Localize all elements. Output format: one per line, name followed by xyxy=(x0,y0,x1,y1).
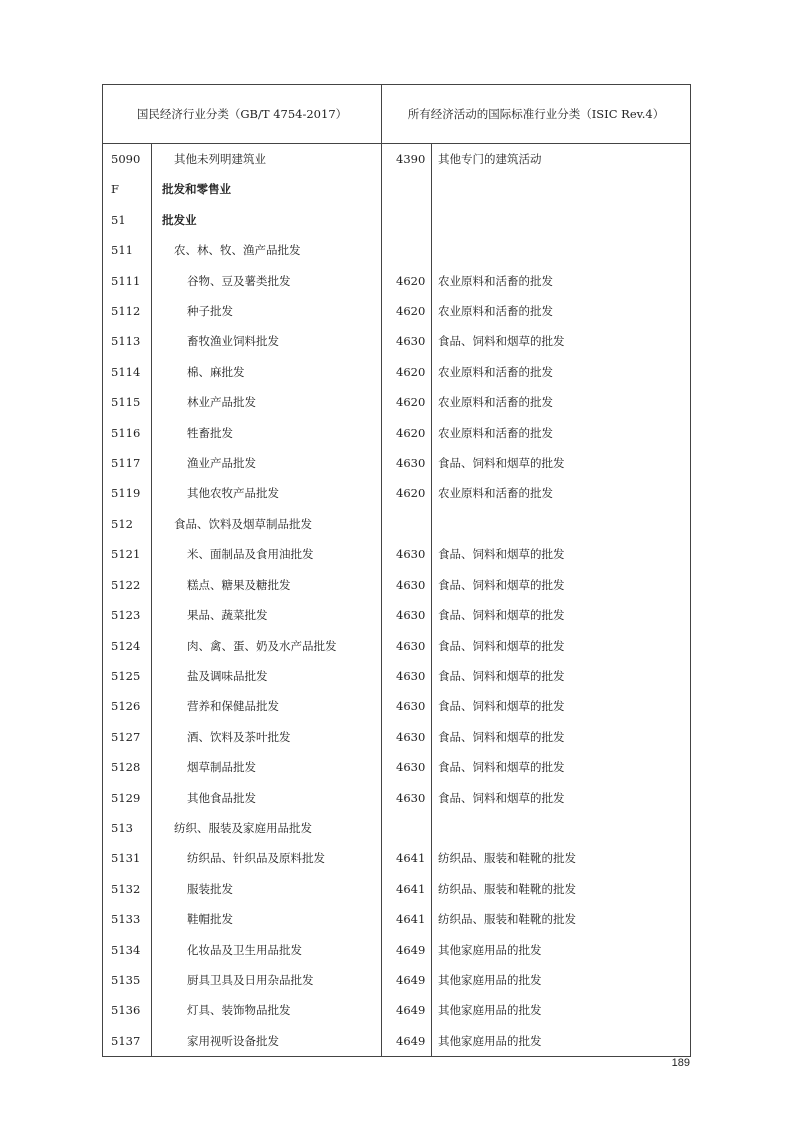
isic-code-cell: 4630 xyxy=(382,570,432,600)
gbt-code-cell: 5134 xyxy=(103,935,152,965)
gbt-description-cell xyxy=(152,144,382,175)
isic-code-cell: 4641 xyxy=(382,904,432,934)
isic-description-cell: 食品、饲料和烟草的批发 xyxy=(432,752,691,782)
isic-description-cell: 纺织品、服装和鞋靴的批发 xyxy=(432,874,691,904)
gbt-description-cell xyxy=(152,570,382,600)
isic-code-cell: 4620 xyxy=(382,296,432,326)
isic-description-cell xyxy=(432,813,691,843)
gbt-code-cell: 5125 xyxy=(103,661,152,691)
gbt-description-text: 鞋帽批发 xyxy=(187,912,233,927)
isic-code-cell: 4630 xyxy=(382,752,432,782)
gbt-description-cell xyxy=(152,965,382,995)
table-row xyxy=(103,296,691,326)
table-row xyxy=(103,1026,691,1057)
table-row xyxy=(103,357,691,387)
gbt-description-text: 果品、蔬菜批发 xyxy=(187,608,268,623)
isic-code-cell: 4630 xyxy=(382,631,432,661)
table-row xyxy=(103,813,691,843)
gbt-code-cell: 5119 xyxy=(103,478,152,508)
gbt-description-text: 谷物、豆及薯类批发 xyxy=(187,273,291,288)
isic-description-cell: 农业原料和活畜的批发 xyxy=(432,387,691,417)
gbt-code-cell: 5131 xyxy=(103,843,152,873)
gbt-description-text: 化妆品及卫生用品批发 xyxy=(187,942,302,957)
gbt-code-cell: 512 xyxy=(103,509,152,539)
gbt-description-text: 食品、饮料及烟草制品批发 xyxy=(174,516,312,531)
table-row xyxy=(103,235,691,265)
gbt-description-cell xyxy=(152,326,382,356)
isic-code-cell: 4630 xyxy=(382,326,432,356)
gbt-description-text: 批发业 xyxy=(162,212,197,227)
table-row xyxy=(103,539,691,569)
gbt-code-cell: 5135 xyxy=(103,965,152,995)
isic-code-cell xyxy=(382,205,432,235)
isic-code-cell: 4630 xyxy=(382,691,432,721)
isic-description-cell: 食品、饲料和烟草的批发 xyxy=(432,661,691,691)
table-row xyxy=(103,266,691,296)
isic-code-cell: 4630 xyxy=(382,600,432,630)
table-row xyxy=(103,600,691,630)
isic-code-cell: 4641 xyxy=(382,843,432,873)
page-number: 189 xyxy=(671,1057,690,1069)
gbt-description-cell xyxy=(152,357,382,387)
gbt-code-cell: 5132 xyxy=(103,874,152,904)
gbt-description-text: 种子批发 xyxy=(187,304,233,319)
table-row xyxy=(103,783,691,813)
gbt-description-text: 其他食品批发 xyxy=(187,790,256,805)
gbt-description-cell xyxy=(152,418,382,448)
gbt-code-cell: 5129 xyxy=(103,783,152,813)
isic-code-cell: 4630 xyxy=(382,448,432,478)
table-row xyxy=(103,205,691,235)
isic-description-cell: 纺织品、服装和鞋靴的批发 xyxy=(432,904,691,934)
gbt-description-text: 家用视听设备批发 xyxy=(187,1033,279,1048)
table-row xyxy=(103,995,691,1025)
gbt-description-cell xyxy=(152,539,382,569)
isic-code-cell: 4649 xyxy=(382,995,432,1025)
gbt-code-cell: 513 xyxy=(103,813,152,843)
classification-table xyxy=(102,84,691,1057)
gbt-code-cell: 5115 xyxy=(103,387,152,417)
table-row xyxy=(103,418,691,448)
isic-description-cell: 农业原料和活畜的批发 xyxy=(432,296,691,326)
gbt-description-text: 渔业产品批发 xyxy=(187,456,256,471)
gbt-description-text: 批发和零售业 xyxy=(162,182,231,197)
isic-description-cell: 食品、饲料和烟草的批发 xyxy=(432,631,691,661)
isic-description-cell: 食品、饲料和烟草的批发 xyxy=(432,722,691,752)
gbt-description-text: 畜牧渔业饲料批发 xyxy=(187,334,279,349)
gbt-code-cell: 511 xyxy=(103,235,152,265)
gbt-description-cell xyxy=(152,874,382,904)
isic-description-cell: 农业原料和活畜的批发 xyxy=(432,478,691,508)
isic-code-cell: 4620 xyxy=(382,387,432,417)
table-row xyxy=(103,661,691,691)
gbt-description-text: 农、林、牧、渔产品批发 xyxy=(174,243,301,258)
gbt-description-cell xyxy=(152,843,382,873)
isic-description-cell: 食品、饲料和烟草的批发 xyxy=(432,691,691,721)
gbt-description-cell xyxy=(152,752,382,782)
isic-code-cell: 4630 xyxy=(382,722,432,752)
gbt-code-cell: 5137 xyxy=(103,1026,152,1057)
table-row xyxy=(103,843,691,873)
isic-description-cell xyxy=(432,509,691,539)
gbt-description-text: 灯具、装饰物品批发 xyxy=(187,1003,291,1018)
header-gbt-title: 国民经济行业分类（GB/T 4754-2017） xyxy=(103,85,382,144)
gbt-description-cell xyxy=(152,783,382,813)
isic-code-cell: 4620 xyxy=(382,418,432,448)
gbt-code-cell: 5114 xyxy=(103,357,152,387)
gbt-description-text: 纺织品、针织品及原料批发 xyxy=(187,851,325,866)
gbt-description-text: 牲畜批发 xyxy=(187,425,233,440)
isic-code-cell: 4390 xyxy=(382,144,432,175)
gbt-code-cell: 5133 xyxy=(103,904,152,934)
isic-code-cell: 4620 xyxy=(382,266,432,296)
isic-description-cell: 食品、饲料和烟草的批发 xyxy=(432,539,691,569)
gbt-code-cell: 5090 xyxy=(103,144,152,175)
table-row xyxy=(103,570,691,600)
gbt-description-cell xyxy=(152,631,382,661)
isic-description-cell: 纺织品、服装和鞋靴的批发 xyxy=(432,843,691,873)
table-row xyxy=(103,387,691,417)
gbt-code-cell: 5111 xyxy=(103,266,152,296)
table-row xyxy=(103,722,691,752)
table-row xyxy=(103,874,691,904)
gbt-code-cell: 5124 xyxy=(103,631,152,661)
gbt-code-cell: 5117 xyxy=(103,448,152,478)
gbt-description-cell xyxy=(152,174,382,204)
gbt-code-cell: 5121 xyxy=(103,539,152,569)
gbt-description-text: 米、面制品及食用油批发 xyxy=(187,547,314,562)
gbt-description-text: 厨具卫具及日用杂品批发 xyxy=(187,972,314,987)
isic-code-cell: 4630 xyxy=(382,539,432,569)
table-row xyxy=(103,691,691,721)
isic-description-cell: 农业原料和活畜的批发 xyxy=(432,357,691,387)
table-row xyxy=(103,448,691,478)
header-isic-title: 所有经济活动的国际标准行业分类（ISIC Rev.4） xyxy=(382,85,691,144)
table-row xyxy=(103,174,691,204)
table-row xyxy=(103,509,691,539)
table-header-row xyxy=(103,85,691,144)
isic-description-cell xyxy=(432,235,691,265)
gbt-description-cell xyxy=(152,296,382,326)
isic-code-cell xyxy=(382,813,432,843)
isic-description-cell: 食品、饲料和烟草的批发 xyxy=(432,600,691,630)
gbt-description-text: 肉、禽、蛋、奶及水产品批发 xyxy=(187,638,337,653)
gbt-description-cell xyxy=(152,509,382,539)
gbt-description-cell xyxy=(152,266,382,296)
gbt-description-text: 盐及调味品批发 xyxy=(187,668,268,683)
isic-code-cell: 4649 xyxy=(382,965,432,995)
gbt-description-cell xyxy=(152,1026,382,1057)
gbt-code-cell: 5127 xyxy=(103,722,152,752)
gbt-code-cell: F xyxy=(103,174,152,204)
isic-code-cell xyxy=(382,509,432,539)
isic-description-cell: 其他家庭用品的批发 xyxy=(432,965,691,995)
table-body xyxy=(103,144,691,1057)
gbt-code-cell: 5136 xyxy=(103,995,152,1025)
table-row xyxy=(103,326,691,356)
gbt-description-cell xyxy=(152,691,382,721)
isic-code-cell xyxy=(382,174,432,204)
isic-description-cell xyxy=(432,174,691,204)
gbt-description-cell xyxy=(152,935,382,965)
gbt-description-text: 棉、麻批发 xyxy=(187,364,245,379)
gbt-description-text: 服装批发 xyxy=(187,881,233,896)
gbt-code-cell: 5113 xyxy=(103,326,152,356)
isic-description-cell: 农业原料和活畜的批发 xyxy=(432,266,691,296)
gbt-description-text: 营养和保健品批发 xyxy=(187,699,279,714)
gbt-description-text: 林业产品批发 xyxy=(187,395,256,410)
gbt-description-cell xyxy=(152,904,382,934)
gbt-code-cell: 5126 xyxy=(103,691,152,721)
gbt-description-cell xyxy=(152,387,382,417)
isic-description-cell: 其他家庭用品的批发 xyxy=(432,995,691,1025)
gbt-description-text: 烟草制品批发 xyxy=(187,760,256,775)
gbt-description-text: 酒、饮料及茶叶批发 xyxy=(187,729,291,744)
gbt-code-cell: 5128 xyxy=(103,752,152,782)
gbt-description-cell xyxy=(152,813,382,843)
gbt-description-cell xyxy=(152,600,382,630)
table-row xyxy=(103,904,691,934)
gbt-description-text: 纺织、服装及家庭用品批发 xyxy=(174,820,312,835)
isic-code-cell: 4649 xyxy=(382,1026,432,1057)
isic-description-cell: 食品、饲料和烟草的批发 xyxy=(432,448,691,478)
gbt-code-cell: 5123 xyxy=(103,600,152,630)
isic-description-cell: 其他家庭用品的批发 xyxy=(432,1026,691,1057)
isic-description-cell: 食品、饲料和烟草的批发 xyxy=(432,570,691,600)
gbt-description-cell xyxy=(152,235,382,265)
isic-description-cell: 食品、饲料和烟草的批发 xyxy=(432,326,691,356)
table-row xyxy=(103,478,691,508)
table-row xyxy=(103,935,691,965)
gbt-code-cell: 5112 xyxy=(103,296,152,326)
isic-description-cell: 食品、饲料和烟草的批发 xyxy=(432,783,691,813)
isic-code-cell xyxy=(382,235,432,265)
table-row xyxy=(103,965,691,995)
isic-code-cell: 4649 xyxy=(382,935,432,965)
isic-description-cell: 农业原料和活畜的批发 xyxy=(432,418,691,448)
gbt-description-cell xyxy=(152,205,382,235)
gbt-description-cell xyxy=(152,995,382,1025)
gbt-code-cell: 51 xyxy=(103,205,152,235)
gbt-description-cell xyxy=(152,478,382,508)
gbt-code-cell: 5122 xyxy=(103,570,152,600)
table-row xyxy=(103,631,691,661)
gbt-description-cell xyxy=(152,448,382,478)
gbt-description-text: 糕点、糖果及糖批发 xyxy=(187,577,291,592)
gbt-description-text: 其他农牧产品批发 xyxy=(187,486,279,501)
isic-description-cell: 其他专门的建筑活动 xyxy=(432,144,691,175)
table-row xyxy=(103,752,691,782)
isic-code-cell: 4620 xyxy=(382,357,432,387)
isic-description-cell: 其他家庭用品的批发 xyxy=(432,935,691,965)
gbt-description-text: 其他未列明建筑业 xyxy=(174,152,266,166)
isic-code-cell: 4641 xyxy=(382,874,432,904)
gbt-code-cell: 5116 xyxy=(103,418,152,448)
gbt-description-cell xyxy=(152,722,382,752)
isic-description-cell xyxy=(432,205,691,235)
isic-code-cell: 4630 xyxy=(382,783,432,813)
gbt-description-cell xyxy=(152,661,382,691)
isic-code-cell: 4620 xyxy=(382,478,432,508)
table-row xyxy=(103,144,691,175)
isic-code-cell: 4630 xyxy=(382,661,432,691)
